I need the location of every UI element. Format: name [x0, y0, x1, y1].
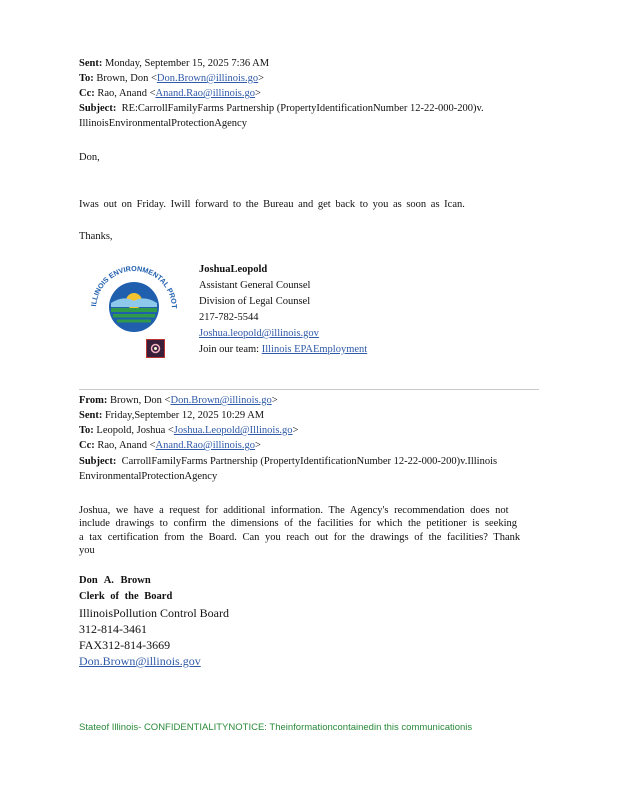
to-close: > [258, 73, 265, 84]
sent-label: Sent: [79, 410, 103, 421]
board-fax: FAX312-814-3669 [79, 638, 171, 652]
email2-subject-line [79, 454, 497, 469]
email1-subject-line [79, 101, 484, 116]
signature2-block [79, 573, 229, 669]
email1-sent-line [79, 56, 269, 71]
email2-cc-line [79, 438, 261, 453]
cc-label: Cc: [79, 440, 95, 451]
sender-email-link[interactable]: Joshua.leopold@illinois.gov [199, 328, 319, 339]
employment-link[interactable]: Illinois EPAEmployment [261, 344, 368, 355]
to-email-link[interactable]: Don.Brown@illinois.go [156, 73, 259, 84]
illinois-epa-logo [84, 259, 184, 339]
from-close: > [271, 395, 278, 406]
cc-label: Cc: [79, 88, 95, 99]
email2-body-line2: include drawings to confirm the dimensions of the facilities for which the petitioner is seeking [79, 518, 517, 529]
confidentiality-notice: Stateof Illinois- CONFIDENTIALITYNOTICE: Theinformationcontainedin this communicationis [79, 722, 473, 733]
board-name: IllinoisPollution Control Board [79, 606, 230, 620]
clerk-name: Don A. Brown [79, 575, 151, 586]
email2-from-line [79, 393, 278, 408]
sent-value: Monday, September 15, 2025 7:36 AM [104, 58, 270, 69]
email1-cc-line [79, 86, 261, 101]
email1-to-line [79, 71, 264, 86]
cc-close: > [255, 88, 261, 99]
cc-name: Rao, Anand < [97, 440, 156, 451]
to-name: Leopold, Joshua < [96, 425, 174, 436]
small-badge-icon [146, 339, 165, 358]
email1-greeting: Don, [79, 152, 100, 163]
sender-name: JoshuaLeopold [199, 264, 268, 275]
sender-division: Division of Legal Counsel [199, 296, 311, 307]
sender-phone: 217-782-5544 [199, 312, 259, 323]
separator [79, 389, 539, 390]
email2-subject-line2: EnvironmentalProtectionAgency [79, 471, 218, 482]
to-label: To: [79, 73, 94, 84]
email1-closing: Thanks, [79, 231, 113, 242]
subject-label: Subject: [79, 456, 117, 467]
email2-to-line [79, 423, 298, 438]
cc-email-link[interactable]: Anand.Rao@illinois.go [155, 88, 255, 99]
email2-body-line3: a tax certification from the Board. Can you reach out for the drawings of the facilities? Thank [79, 532, 521, 543]
cc-close: > [255, 440, 261, 451]
to-name: Brown, Don < [96, 73, 157, 84]
to-close: > [292, 425, 299, 436]
subject-label: Subject: [79, 103, 117, 114]
logo-text: ILLINOIS ENVIRONMENTAL PROT [89, 263, 180, 309]
join-label: Join our team: [199, 344, 260, 355]
email2-body-line1: Joshua, we have a request for additional information. The Agency's recommendation does not [79, 505, 509, 516]
subject-line1: RE:CarrollFamilyFarms Partnership (PropertyIdentificationNumber 12-22-000-200)v. [121, 103, 484, 114]
cc-name: Rao, Anand < [97, 88, 156, 99]
signature1-block [199, 262, 367, 358]
from-name: Brown, Don < [110, 395, 171, 406]
sent-label: Sent: [79, 58, 103, 69]
from-email-link[interactable]: Don.Brown@illinois.go [170, 395, 272, 406]
email1-subject-line2: IllinoisEnvironmentalProtectionAgency [79, 118, 247, 129]
clerk-email-link[interactable]: Don.Brown@illinois.gov [79, 654, 201, 668]
from-label: From: [79, 395, 108, 406]
clerk-title: Clerk of the Board [79, 591, 173, 602]
to-label: To: [79, 425, 94, 436]
sent-value: Friday,September 12, 2025 10:29 AM [104, 410, 265, 421]
subject-line1: CarrollFamilyFarms Partnership (PropertyIdentificationNumber 12-22-000-200)v.Illinois [121, 456, 498, 467]
email2-sent-line [79, 408, 264, 423]
board-phone: 312-814-3461 [79, 622, 147, 636]
sender-title: Assistant General Counsel [199, 280, 311, 291]
to-email-link[interactable]: Joshua.Leopold@Illinois.go [173, 425, 293, 436]
email1-body: Iwas out on Friday. Iwill forward to the Bureau and get back to you as soon as Ican. [79, 199, 465, 210]
email2-body-line4: you [79, 545, 95, 556]
cc-email-link[interactable]: Anand.Rao@illinois.go [155, 440, 255, 451]
